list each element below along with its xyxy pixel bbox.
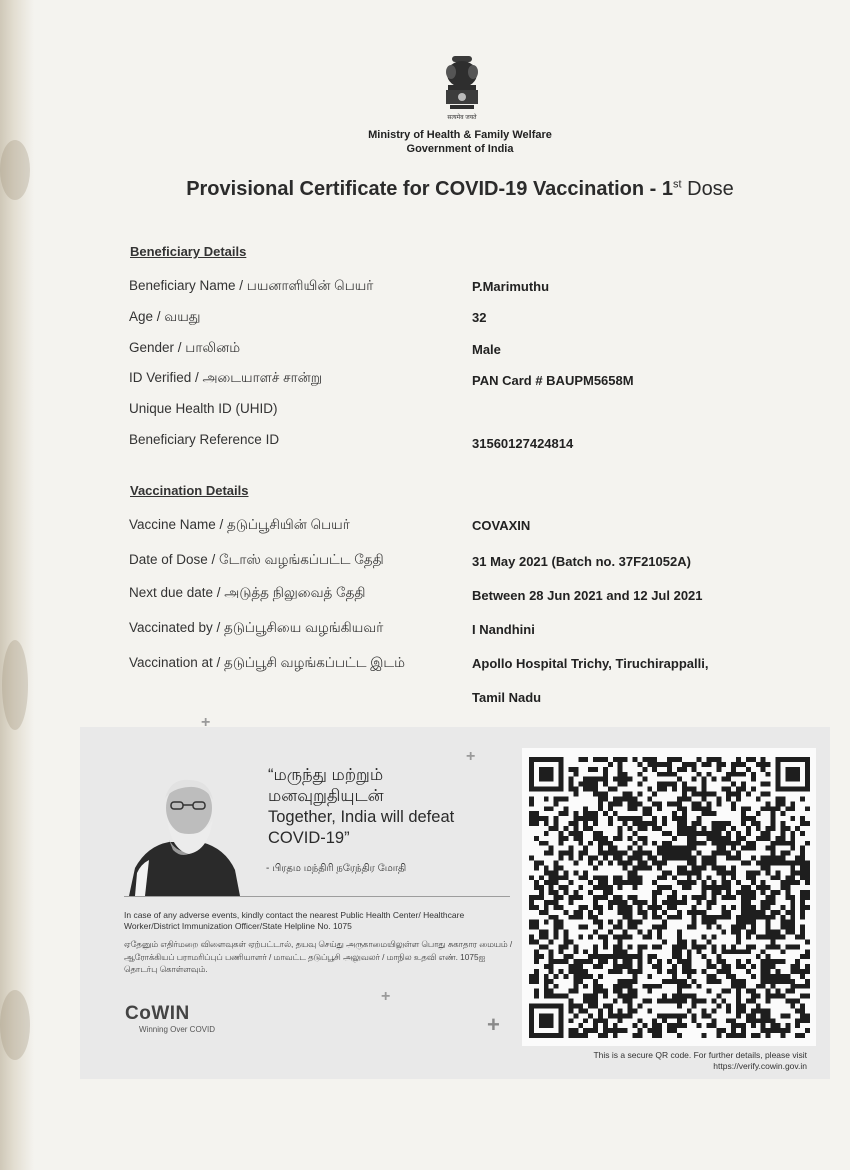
government-name: Government of India bbox=[406, 143, 514, 155]
paper-stain bbox=[2, 640, 28, 730]
verification-qr-code[interactable] bbox=[529, 757, 810, 1038]
cowin-tagline: Winning Over COVID bbox=[139, 1025, 216, 1034]
certificate-title bbox=[130, 178, 790, 201]
ministry-name: Ministry of Health & Family Welfare bbox=[368, 129, 552, 141]
emblem-caption: सत्यमेव जयते bbox=[447, 115, 477, 121]
label-vaccination-at: Vaccination at / தடுப்பூசி வழங்கப்பட்ட இடம் bbox=[129, 655, 405, 670]
plus-decoration-icon: + bbox=[381, 988, 391, 1005]
qr-note-line1: This is a secure QR code. For further details, please visit bbox=[593, 1050, 807, 1060]
label-beneficiary-name: Beneficiary Name / பயனாளியின் பெயர் bbox=[129, 278, 374, 293]
vaccination-details-heading: Vaccination Details bbox=[130, 483, 249, 498]
label-age: Age / வயது bbox=[129, 309, 201, 324]
label-next-due-date: Next due date / அடுத்த நிலுவைத் தேதி bbox=[129, 585, 366, 600]
value-reference-id: 31560127424814 bbox=[472, 436, 574, 451]
quote-tamil-line2: மனவுறுதியுடன் bbox=[268, 787, 384, 805]
quote-english-line1: Together, India will defeat bbox=[268, 808, 455, 826]
value-next-due-date: Between 28 Jun 2021 and 12 Jul 2021 bbox=[472, 588, 703, 603]
adverse-events-tamil: ஏதேனும் எதிர்மறை விளைவுகள் ஏற்பட்டால், தயவு செய்து அருகாமையிலுள்ள பொது சுகாதார மையம் / ஆரோக்கியப் பராமரிப்புப் பணியாளர் / மாவட்ட தடுப்பூசி அலுவலர் / மாநில உதவி எண். 1075ஐ தொடர்பு கொள்ளவும். bbox=[124, 939, 513, 974]
plus-decoration-icon: + bbox=[201, 714, 211, 731]
beneficiary-details-heading: Beneficiary Details bbox=[130, 244, 247, 259]
quote-english-line2: COVID-19” bbox=[268, 829, 350, 847]
title-superscript: st bbox=[673, 178, 682, 191]
label-uhid: Unique Health ID (UHID) bbox=[129, 401, 278, 416]
adverse-events-english: In case of any adverse events, kindly contact the nearest Public Health Center/ Healthcare Worker/District Immunization Officer/State Helpline No. 1075 bbox=[124, 910, 465, 931]
ministry-heading bbox=[300, 128, 620, 156]
cowin-logo: CoWIN bbox=[125, 1003, 190, 1024]
label-vaccinated-by: Vaccinated by / தடுப்பூசியை வழங்கியவர் bbox=[129, 620, 384, 635]
banner-divider bbox=[124, 896, 510, 897]
quote-attribution: - பிரதம மந்திரி நரேந்திர மோதி bbox=[266, 863, 407, 874]
label-id-verified: ID Verified / அடையாளச் சான்று bbox=[129, 370, 322, 385]
paper-stain bbox=[0, 140, 30, 200]
value-age: 32 bbox=[472, 310, 487, 325]
pm-quote bbox=[268, 765, 508, 849]
prime-minister-portrait bbox=[127, 778, 242, 896]
value-vaccinated-by: I Nandhini bbox=[472, 622, 535, 637]
label-reference-id: Beneficiary Reference ID bbox=[129, 432, 280, 447]
label-gender: Gender / பாலினம் bbox=[129, 340, 241, 355]
plus-decoration-icon: + bbox=[487, 1012, 500, 1037]
title-main: Provisional Certificate for COVID-19 Vaccination - 1 bbox=[186, 178, 673, 200]
value-gender: Male bbox=[472, 342, 501, 357]
qr-note-url[interactable]: https://verify.cowin.gov.in bbox=[713, 1061, 807, 1071]
value-vaccine-name: COVAXIN bbox=[472, 518, 531, 533]
label-vaccine-name: Vaccine Name / தடுப்பூசியின் பெயர் bbox=[129, 517, 350, 532]
value-id-verified: PAN Card # BAUPM5658M bbox=[472, 373, 634, 388]
label-date-of-dose: Date of Dose / டோஸ் வழங்கப்பட்ட தேதி bbox=[129, 552, 384, 567]
value-vaccination-at: Apollo Hospital Trichy, Tiruchirappalli, bbox=[472, 656, 709, 671]
value-vaccination-at-line2: Tamil Nadu bbox=[472, 690, 542, 705]
value-beneficiary-name: P.Marimuthu bbox=[472, 279, 550, 294]
value-date-of-dose: 31 May 2021 (Batch no. 37F21052A) bbox=[472, 554, 691, 569]
plus-decoration-icon: + bbox=[466, 748, 476, 765]
paper-stain bbox=[0, 990, 30, 1060]
title-dose: Dose bbox=[681, 178, 734, 200]
quote-tamil-line1: “மருந்து மற்றும் bbox=[268, 766, 384, 784]
qr-code-note bbox=[545, 1050, 807, 1072]
